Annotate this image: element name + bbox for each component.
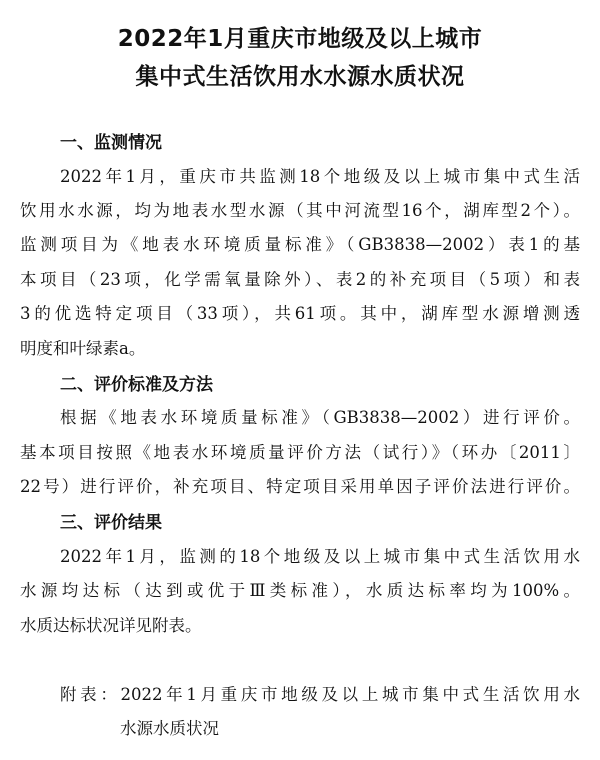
document-title-line-2: 集中式生活饮用水水源水质状况 <box>135 64 465 90</box>
paragraph-line: 本项目（23项，化学需氧量除外）、表2的补充项目（5项）和表 <box>20 270 580 289</box>
appendix-line-1: 附表：2022年1月重庆市地级及以上城市集中式生活饮用水 <box>60 685 580 704</box>
paragraph-line: 饮用水水源，均为地表水型水源（其中河流型16个，湖库型2个）。 <box>20 201 580 220</box>
paragraph-line: 基本项目按照《地表水环境质量评价方法（试行）》（环办〔2011〕 <box>20 443 580 462</box>
paragraph-line: 22号）进行评价，补充项目、特定项目采用单因子评价法进行评价。 <box>20 477 580 496</box>
appendix-line-2: 水源水质状况 <box>120 719 219 738</box>
paragraph-line: 水源均达标（达到或优于Ⅲ类标准），水质达标率均为100%。 <box>20 581 580 600</box>
section-heading-monitoring: 一、监测情况 <box>60 133 162 153</box>
section-heading-standards: 二、评价标准及方法 <box>60 375 213 395</box>
paragraph-line: 3的优选特定项目（33项），共61项。其中，湖库型水源增测透 <box>20 304 580 323</box>
paragraph-line: 明度和叶绿素a。 <box>20 339 146 358</box>
document-title-line-1: 2022年1月重庆市地级及以上城市 <box>117 26 483 52</box>
paragraph-line: 根据《地表水环境质量标准》（GB3838—2002）进行评价。 <box>60 408 580 427</box>
paragraph-line: 2022年1月，重庆市共监测18个地级及以上城市集中式生活 <box>60 167 580 186</box>
section-heading-results: 三、评价结果 <box>60 513 162 533</box>
paragraph-line: 监测项目为《地表水环境质量标准》（GB3838—2002）表1的基 <box>20 235 580 254</box>
paragraph-line: 2022年1月，监测的18个地级及以上城市集中式生活饮用水 <box>60 547 580 566</box>
paragraph-line: 水质达标状况详见附表。 <box>20 616 202 635</box>
